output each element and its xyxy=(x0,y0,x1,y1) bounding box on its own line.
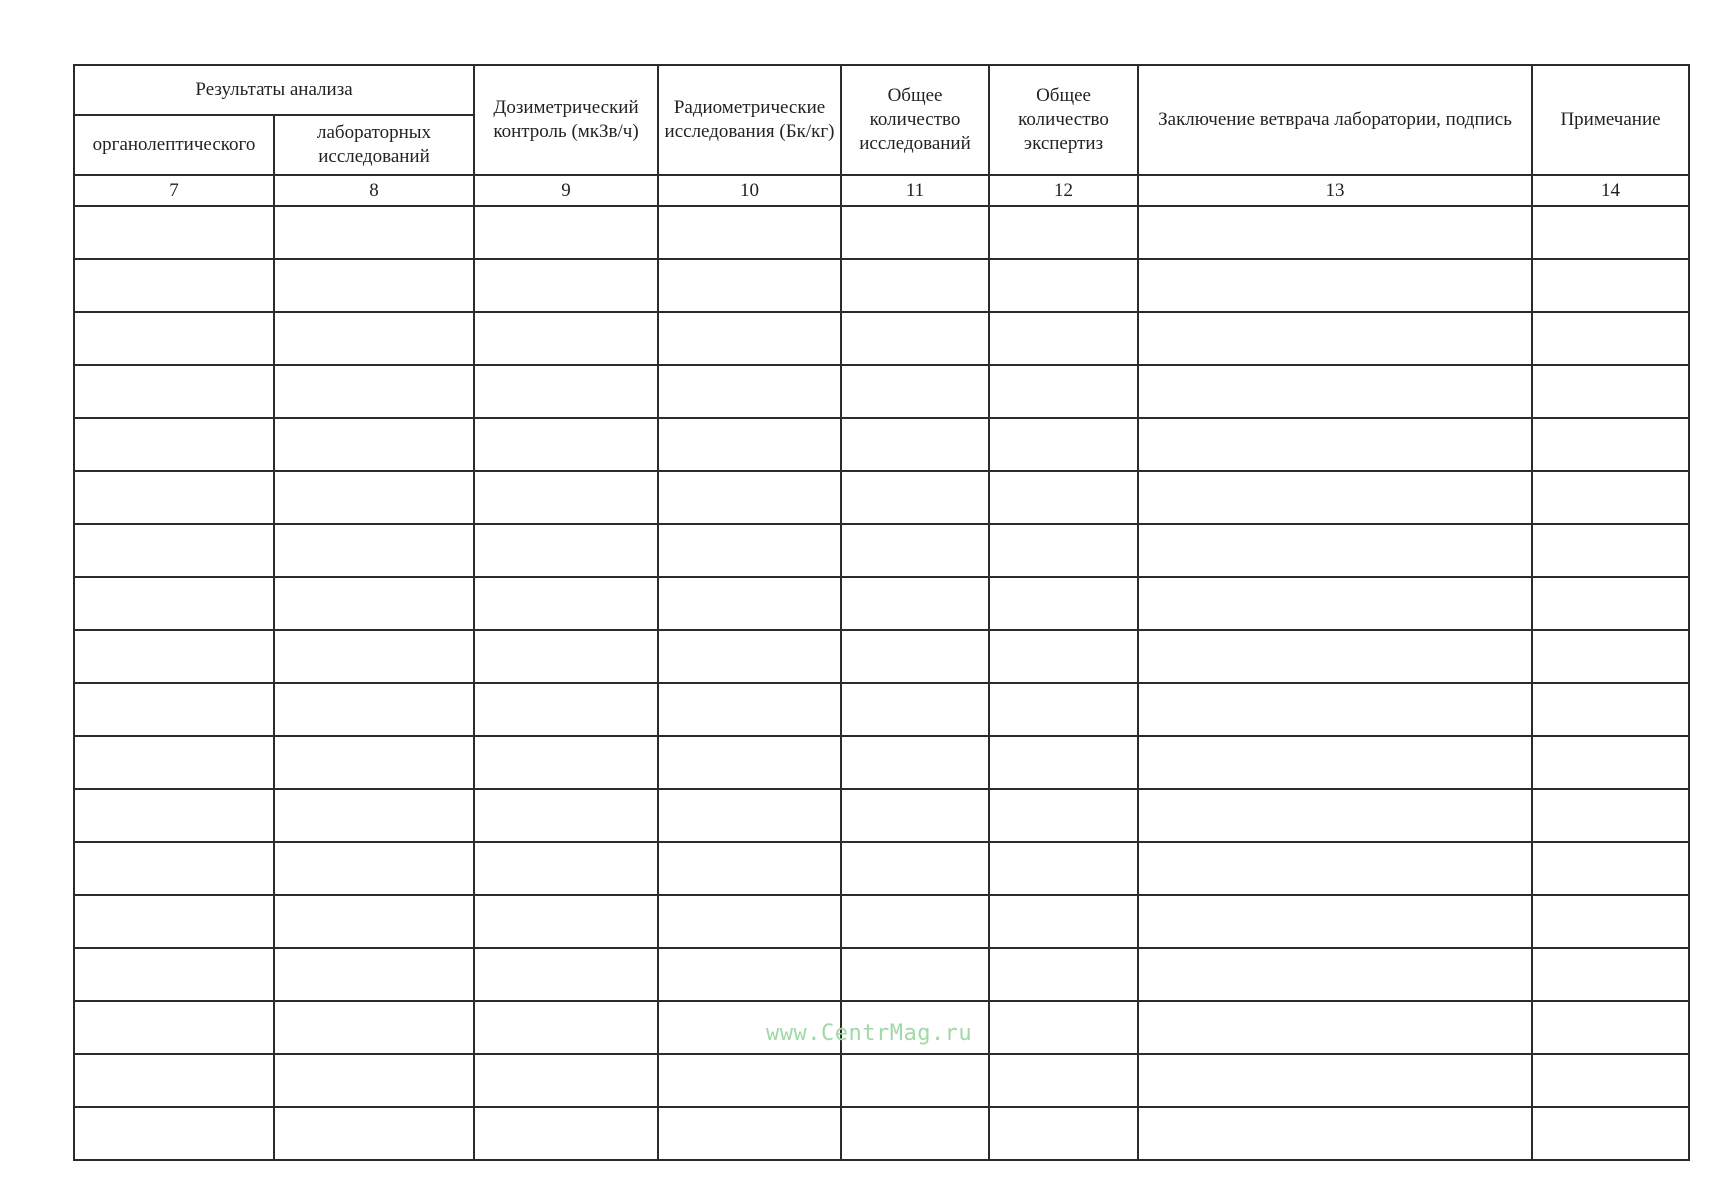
empty-cell xyxy=(841,842,989,895)
empty-cell xyxy=(74,895,274,948)
empty-cell xyxy=(989,577,1138,630)
empty-cell xyxy=(658,577,841,630)
empty-cell xyxy=(1532,842,1689,895)
empty-cell xyxy=(989,1054,1138,1107)
table-row xyxy=(74,683,1689,736)
empty-cell xyxy=(989,312,1138,365)
empty-cell xyxy=(474,1054,658,1107)
column-number-row xyxy=(74,175,1689,206)
empty-cell xyxy=(474,736,658,789)
empty-cell xyxy=(1138,524,1532,577)
empty-cell xyxy=(74,524,274,577)
empty-cell xyxy=(1532,948,1689,1001)
empty-cell xyxy=(474,312,658,365)
empty-cell xyxy=(1138,1054,1532,1107)
empty-cell xyxy=(1532,418,1689,471)
empty-cell xyxy=(1532,577,1689,630)
header-row-top xyxy=(74,65,1689,115)
table-row xyxy=(74,524,1689,577)
total-research-header: Общее количество исследований xyxy=(841,65,989,175)
empty-cell xyxy=(474,471,658,524)
analysis-results-header: Результаты анализа xyxy=(74,65,474,115)
empty-cell xyxy=(274,948,474,1001)
empty-cell xyxy=(658,1107,841,1160)
empty-cell xyxy=(274,1001,474,1054)
empty-cell xyxy=(658,206,841,259)
empty-cell xyxy=(74,630,274,683)
empty-cell xyxy=(989,842,1138,895)
empty-cell xyxy=(989,948,1138,1001)
table-row xyxy=(74,312,1689,365)
table-row xyxy=(74,1107,1689,1160)
empty-cell xyxy=(74,471,274,524)
empty-cell xyxy=(658,259,841,312)
empty-cell xyxy=(274,259,474,312)
empty-cell xyxy=(1532,365,1689,418)
column-number: 11 xyxy=(841,175,989,206)
empty-cell xyxy=(989,789,1138,842)
dosimetric-header: Дозиметрический контроль (мкЗв/ч) xyxy=(474,65,658,175)
empty-cell xyxy=(1138,948,1532,1001)
empty-cell xyxy=(474,948,658,1001)
empty-cell xyxy=(658,312,841,365)
empty-cell xyxy=(989,418,1138,471)
empty-cell xyxy=(841,312,989,365)
empty-cell xyxy=(474,1107,658,1160)
column-number: 7 xyxy=(74,175,274,206)
empty-cell xyxy=(1532,1054,1689,1107)
empty-cell xyxy=(274,1054,474,1107)
empty-cell xyxy=(989,736,1138,789)
table-row xyxy=(74,842,1689,895)
column-number: 12 xyxy=(989,175,1138,206)
empty-cell xyxy=(989,1001,1138,1054)
empty-cell xyxy=(274,683,474,736)
empty-cell xyxy=(74,789,274,842)
empty-cell xyxy=(474,895,658,948)
table-row xyxy=(74,471,1689,524)
empty-cell xyxy=(474,259,658,312)
empty-cell xyxy=(1532,789,1689,842)
empty-cell xyxy=(658,524,841,577)
empty-cell xyxy=(74,312,274,365)
empty-cell xyxy=(1532,1107,1689,1160)
empty-cell xyxy=(1138,842,1532,895)
empty-cell xyxy=(989,206,1138,259)
empty-cell xyxy=(1532,1001,1689,1054)
empty-cell xyxy=(841,630,989,683)
empty-cell xyxy=(841,259,989,312)
table-row xyxy=(74,577,1689,630)
column-number: 9 xyxy=(474,175,658,206)
watermark-text: www.CentrMag.ru xyxy=(766,1021,973,1046)
empty-cell xyxy=(1532,312,1689,365)
empty-cell xyxy=(841,1054,989,1107)
empty-cell xyxy=(658,948,841,1001)
empty-cell xyxy=(474,630,658,683)
empty-cell xyxy=(74,418,274,471)
empty-cell xyxy=(274,895,474,948)
empty-cell xyxy=(989,471,1138,524)
empty-cell xyxy=(474,789,658,842)
empty-cell xyxy=(841,683,989,736)
empty-cell xyxy=(1532,259,1689,312)
note-header: Примечание xyxy=(1532,65,1689,175)
empty-cell xyxy=(1138,630,1532,683)
empty-cell xyxy=(1138,1001,1532,1054)
empty-cell xyxy=(274,524,474,577)
empty-cell xyxy=(474,842,658,895)
empty-cell xyxy=(1532,206,1689,259)
empty-cell xyxy=(841,524,989,577)
empty-cell xyxy=(658,842,841,895)
empty-cell xyxy=(658,683,841,736)
empty-cell xyxy=(474,365,658,418)
empty-cell xyxy=(1138,895,1532,948)
empty-cell xyxy=(1138,365,1532,418)
empty-cell xyxy=(989,365,1138,418)
organoleptic-header: органолептического xyxy=(74,115,274,175)
column-number: 8 xyxy=(274,175,474,206)
empty-cell xyxy=(1532,736,1689,789)
empty-cell xyxy=(989,259,1138,312)
empty-cell xyxy=(274,789,474,842)
empty-cell xyxy=(1138,312,1532,365)
empty-cell xyxy=(841,789,989,842)
lab-research-header: лабораторных исследований xyxy=(274,115,474,175)
empty-cell xyxy=(274,471,474,524)
empty-cell xyxy=(1532,895,1689,948)
empty-cell xyxy=(74,577,274,630)
empty-cell xyxy=(74,842,274,895)
table-row xyxy=(74,736,1689,789)
empty-cell xyxy=(474,683,658,736)
empty-cell xyxy=(1138,259,1532,312)
empty-cell xyxy=(274,206,474,259)
empty-cell xyxy=(1138,418,1532,471)
empty-cell xyxy=(74,365,274,418)
empty-cell xyxy=(74,736,274,789)
empty-cell xyxy=(841,895,989,948)
table-row xyxy=(74,789,1689,842)
empty-cell xyxy=(274,1107,474,1160)
empty-cell xyxy=(274,736,474,789)
empty-cell xyxy=(1138,471,1532,524)
empty-cell xyxy=(841,736,989,789)
total-expertise-header: Общее количество экспертиз xyxy=(989,65,1138,175)
empty-cell xyxy=(658,736,841,789)
empty-cell xyxy=(1138,206,1532,259)
register-body xyxy=(74,206,1689,1160)
empty-cell xyxy=(74,1107,274,1160)
empty-cell xyxy=(989,524,1138,577)
empty-cell xyxy=(274,312,474,365)
empty-cell xyxy=(841,471,989,524)
empty-cell xyxy=(74,1001,274,1054)
table-row xyxy=(74,948,1689,1001)
empty-cell xyxy=(1532,683,1689,736)
empty-cell xyxy=(1138,577,1532,630)
empty-cell xyxy=(989,630,1138,683)
register-table xyxy=(73,64,1690,1161)
empty-cell xyxy=(658,789,841,842)
column-number: 13 xyxy=(1138,175,1532,206)
vet-conclusion-header: Заключение ветврача лаборатории, подпись xyxy=(1138,65,1532,175)
empty-cell xyxy=(841,1107,989,1160)
empty-cell xyxy=(989,1107,1138,1160)
empty-cell xyxy=(1532,471,1689,524)
empty-cell xyxy=(841,206,989,259)
table-row xyxy=(74,365,1689,418)
empty-cell xyxy=(74,206,274,259)
empty-cell xyxy=(989,895,1138,948)
empty-cell xyxy=(1532,524,1689,577)
table-row xyxy=(74,418,1689,471)
empty-cell xyxy=(74,259,274,312)
empty-cell xyxy=(1138,789,1532,842)
empty-cell xyxy=(74,948,274,1001)
empty-cell xyxy=(1138,683,1532,736)
empty-cell xyxy=(658,418,841,471)
empty-cell xyxy=(274,630,474,683)
empty-cell xyxy=(658,895,841,948)
empty-cell xyxy=(1138,1107,1532,1160)
empty-cell xyxy=(841,418,989,471)
table-row xyxy=(74,630,1689,683)
empty-cell xyxy=(658,1054,841,1107)
column-number: 10 xyxy=(658,175,841,206)
empty-cell xyxy=(474,418,658,471)
empty-cell xyxy=(74,1054,274,1107)
empty-cell xyxy=(474,577,658,630)
empty-cell xyxy=(989,683,1138,736)
empty-cell xyxy=(274,842,474,895)
column-number: 14 xyxy=(1532,175,1689,206)
register-sheet xyxy=(73,64,1688,1161)
empty-cell xyxy=(658,471,841,524)
table-row xyxy=(74,259,1689,312)
table-row xyxy=(74,1054,1689,1107)
radiometric-header: Радиометрические исследования (Бк/кг) xyxy=(658,65,841,175)
empty-cell xyxy=(274,577,474,630)
empty-cell xyxy=(474,1001,658,1054)
empty-cell xyxy=(658,630,841,683)
empty-cell xyxy=(474,206,658,259)
empty-cell xyxy=(841,365,989,418)
empty-cell xyxy=(841,948,989,1001)
empty-cell xyxy=(274,365,474,418)
empty-cell xyxy=(1532,630,1689,683)
empty-cell xyxy=(841,577,989,630)
empty-cell xyxy=(658,365,841,418)
table-row xyxy=(74,895,1689,948)
table-row xyxy=(74,206,1689,259)
empty-cell xyxy=(1138,736,1532,789)
empty-cell xyxy=(74,683,274,736)
empty-cell xyxy=(274,418,474,471)
empty-cell xyxy=(474,524,658,577)
